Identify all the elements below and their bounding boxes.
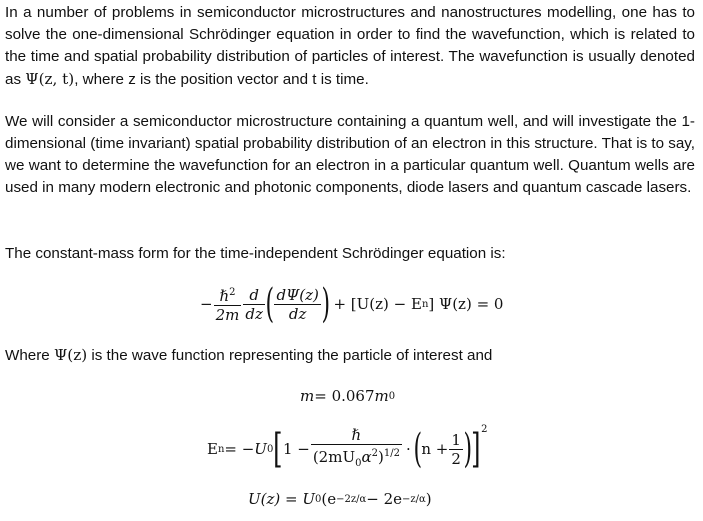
pot-open: (e <box>321 490 337 508</box>
eq1-dz2: dz <box>274 304 320 323</box>
quantum-well-paragraph: We will consider a semiconductor microstructure containing a quantum well, and will investigate the 1-dimensional (time invariant) spatial probability distribution of an electron in this structure. That is to say, we want to determine the wavefunction for an electron in a particular quantum well. Quantum wells are used in many modern electronic and photonic components, diode lasers and quantum cascade lasers. <box>5 113 695 196</box>
pot-zero: 0 <box>315 493 322 505</box>
en-den-half: 1/2 <box>383 447 400 459</box>
wf-text-a: Where <box>5 347 54 364</box>
eq1-hbar-sq: 2 <box>229 287 236 298</box>
schrodinger-equation: − $\frac{\hbar^2}{2m}$ $\frac{d}{dz}$ ( $\frac{d\Psi(z)}{dz}$ ) + [U(z) − E n ] Ψ(z) = 0 <box>200 281 504 327</box>
wavefunction-paragraph <box>5 344 695 367</box>
constant-mass-paragraph: The constant-mass form for the time-independent Schrödinger equation is: <box>5 245 506 262</box>
eq1-dpsi-fraction <box>274 286 320 323</box>
en-n: n <box>217 443 225 455</box>
pot-mid: − 2e <box>366 490 403 508</box>
pot-close: ) <box>425 490 432 508</box>
eq1-hbar: ℏ <box>219 287 230 305</box>
en-den: (2mU <box>312 447 356 466</box>
en-n-plus: n + <box>421 440 449 458</box>
en-one: 1 − <box>282 440 310 458</box>
psi-zt-symbol: Ψ(z, t) <box>25 70 75 88</box>
mass-zero: 0 <box>388 390 396 402</box>
eq1-d: d <box>249 285 259 304</box>
eq1-n-sub: n <box>421 298 429 310</box>
intro-text-b: , where z is the position vector and t is time. <box>74 71 369 88</box>
en-E: E <box>207 440 218 458</box>
en-zero: 0 <box>266 443 274 455</box>
eq1-d-dz-fraction <box>243 286 265 323</box>
en-den-sub: 0 <box>355 457 362 469</box>
energy-equation: E n = −U 0 [ 1 − $\frac{\text{ℏ}}{(2mU_0\alpha^2)^{1/2}}$ · ( n + $\frac{1}{2}$ ) ] $^2$ <box>207 424 488 472</box>
en-dot: · <box>405 440 411 458</box>
mass-m0: m <box>374 387 389 405</box>
pot-exp2: −z/α <box>402 493 426 505</box>
eq1-dpsi: dΨ(z) <box>276 285 319 304</box>
en-eq: = −U <box>224 440 267 458</box>
en-square: 2 <box>481 424 488 435</box>
en-den-close: ) <box>377 447 384 466</box>
en-half-num: 1 <box>451 430 461 449</box>
intro-text-a: In a number of problems in semiconductor microstructures and nanostructures modelling, one has to solve the one-dimensional Schrödinger equation in order to find the wavefunction, which is related to the time and spatial probability distribution of particles of interest. The wavefunction is usually denoted as <box>5 4 695 88</box>
en-hbar-fraction <box>311 426 402 473</box>
mass-eq: = 0.067 <box>314 387 375 405</box>
eq1-2m: 2m <box>215 306 240 324</box>
eq1-minus: − <box>200 295 213 313</box>
pot-lhs: U(z) = U <box>248 490 315 508</box>
en-half-fraction <box>449 431 463 468</box>
en-hbar: ℏ <box>351 425 362 444</box>
mass-equation <box>300 384 395 408</box>
en-den-sq: 2 <box>371 447 378 459</box>
eq1-rest: + [U(z) − E <box>333 295 422 313</box>
wf-text-b: is the wave function representing the particle of interest and <box>87 347 493 364</box>
eq1-hbar-fraction <box>214 284 242 324</box>
mass-m: m <box>300 387 315 405</box>
eq1-dz: dz <box>245 304 263 323</box>
en-den-alpha: α <box>361 447 372 466</box>
pot-exp1: −2z/α <box>336 493 367 505</box>
intro-paragraph <box>5 2 695 91</box>
psi-z-symbol: Ψ(z) <box>53 346 88 364</box>
eq1-rest2: ] Ψ(z) = 0 <box>428 295 504 313</box>
potential-equation <box>248 486 432 512</box>
en-half-den: 2 <box>451 449 461 468</box>
